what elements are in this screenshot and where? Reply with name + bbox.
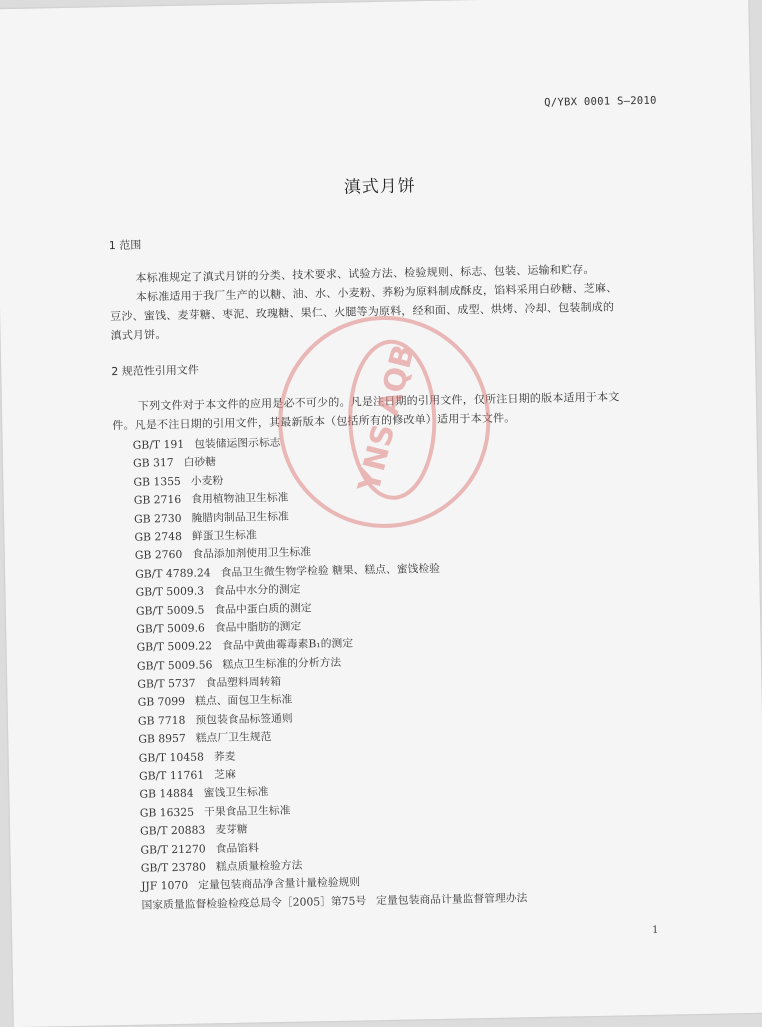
reference-code: GB/T 191: [132, 437, 185, 452]
reference-code: GB 317: [132, 456, 174, 471]
reference-code: GB/T 5737: [137, 676, 196, 691]
reference-code: GB 2760: [134, 548, 183, 563]
reference-code: GB/T 5009.5: [135, 602, 205, 618]
scope-line: 滇式月饼。: [110, 328, 167, 343]
reference-name: 麦芽糖: [215, 822, 248, 837]
reference-code: GB/T 11761: [138, 768, 205, 783]
reference-code: GB/T 4789.24: [135, 566, 211, 581]
reference-code: GB 2730: [133, 511, 182, 526]
reference-name: 包装储运图示标志: [194, 435, 281, 451]
reference-name: 食品中脂肪的测定: [214, 619, 302, 635]
reference-name: 腌腊肉制品卫生标准: [191, 509, 289, 525]
reference-code: GB 2716: [133, 493, 182, 507]
reference-code: GB/T 23780: [140, 860, 207, 875]
reference-name: 定量包装商品净含量计量检验规则: [198, 875, 361, 892]
section-1-heading: 1 范围: [108, 238, 142, 253]
reference-name: 食品中蛋白质的测定: [214, 600, 312, 616]
document-title: 滇式月饼: [343, 176, 416, 198]
section-2-heading: 2 规范性引用文件: [111, 363, 199, 379]
page-number: 1: [651, 924, 659, 936]
reference-code: GB/T 10458: [138, 750, 204, 765]
reference-name: 食品馅料: [215, 841, 259, 855]
seal-text: YNS AQB: [351, 341, 422, 496]
official-seal-stamp: [272, 310, 496, 534]
reference-code: GB 7099: [137, 695, 186, 710]
reference-name: 食品中水分的测定: [213, 582, 301, 598]
reference-code: GB 7718: [137, 713, 186, 728]
scope-line: 本标准适用于我厂生产的以糖、油、水、小麦粉、荞粉为原料制成酥皮，馅料采用白砂糖、芝麻、: [135, 281, 618, 304]
reference-name: 定量包装商品计量监督管理办法: [376, 891, 528, 907]
reference-name: 食品添加剂使用卫生标准: [192, 545, 312, 561]
reference-name: 荞麦: [213, 749, 236, 763]
reference-name: 白砂糖: [183, 455, 217, 470]
reference-code: GB/T 5009.56: [136, 657, 213, 673]
reference-name: 食品卫生微生物学检验 糖果、糕点、蜜饯检验: [220, 561, 441, 579]
reference-code: 国家质量监督检验检疫总局令［2005］第75号: [141, 894, 367, 912]
reference-code: GB/T 5009.6: [136, 621, 205, 636]
reference-name: 小麦粉: [190, 473, 224, 488]
reference-name: 鲜蛋卫生标准: [191, 528, 257, 543]
intro-line: 件。凡是不注日期的引用文件，其最新版本（包括所有的修改单）适用于本文件。: [112, 411, 516, 433]
reference-name: 干果食品卫生标准: [203, 803, 291, 819]
reference-code: JJF 1070: [141, 879, 189, 894]
reference-code: GB/T 21270: [140, 842, 206, 857]
reference-code: GB 1355: [133, 474, 181, 489]
reference-name: 芝麻: [214, 767, 236, 782]
reference-name: 蜜饯卫生标准: [203, 785, 269, 800]
reference-name: 食品塑料周转箱: [205, 675, 282, 690]
reference-name: 糕点、面包卫生标准: [194, 693, 293, 709]
reference-code: GB 14884: [139, 787, 194, 802]
scope-paragraph-1: 本标准规定了滇式月饼的分类、技术要求、试验方法、检验规则、标志、包装、运输和贮存。: [135, 262, 595, 285]
reference-name: 预包装食品标签通则: [195, 711, 293, 727]
reference-name: 食品中黄曲霉毒素B₁的测定: [221, 636, 354, 653]
reference-name: 糕点厂卫生规范: [195, 730, 272, 745]
intro-line: 下列文件对于本文件的应用是必不可少的。凡是注日期的引用文件，仅所注日期的版本适用于本文: [137, 390, 620, 413]
reference-code: GB 16325: [139, 805, 195, 820]
reference-name: 糕点卫生标准的分析方法: [222, 655, 342, 671]
reference-name: 食用植物油卫生标准: [191, 490, 289, 506]
reference-code: GB/T 5009.22: [136, 639, 213, 655]
scope-line: 豆沙、蜜饯、麦芽糖、枣泥、玫瑰糖、果仁、火腿等为原料，经和面、成型、烘烤、冷却、包装制成的: [110, 300, 615, 324]
standard-code: Q/YBX 0001 S—2010: [544, 94, 657, 109]
reference-code: GB/T 20883: [139, 823, 206, 838]
reference-code: GB/T 5009.3: [135, 584, 205, 599]
reference-code: GB 8957: [138, 732, 186, 746]
reference-name: 糕点质量检验方法: [215, 858, 303, 874]
reference-code: GB 2748: [134, 529, 183, 544]
